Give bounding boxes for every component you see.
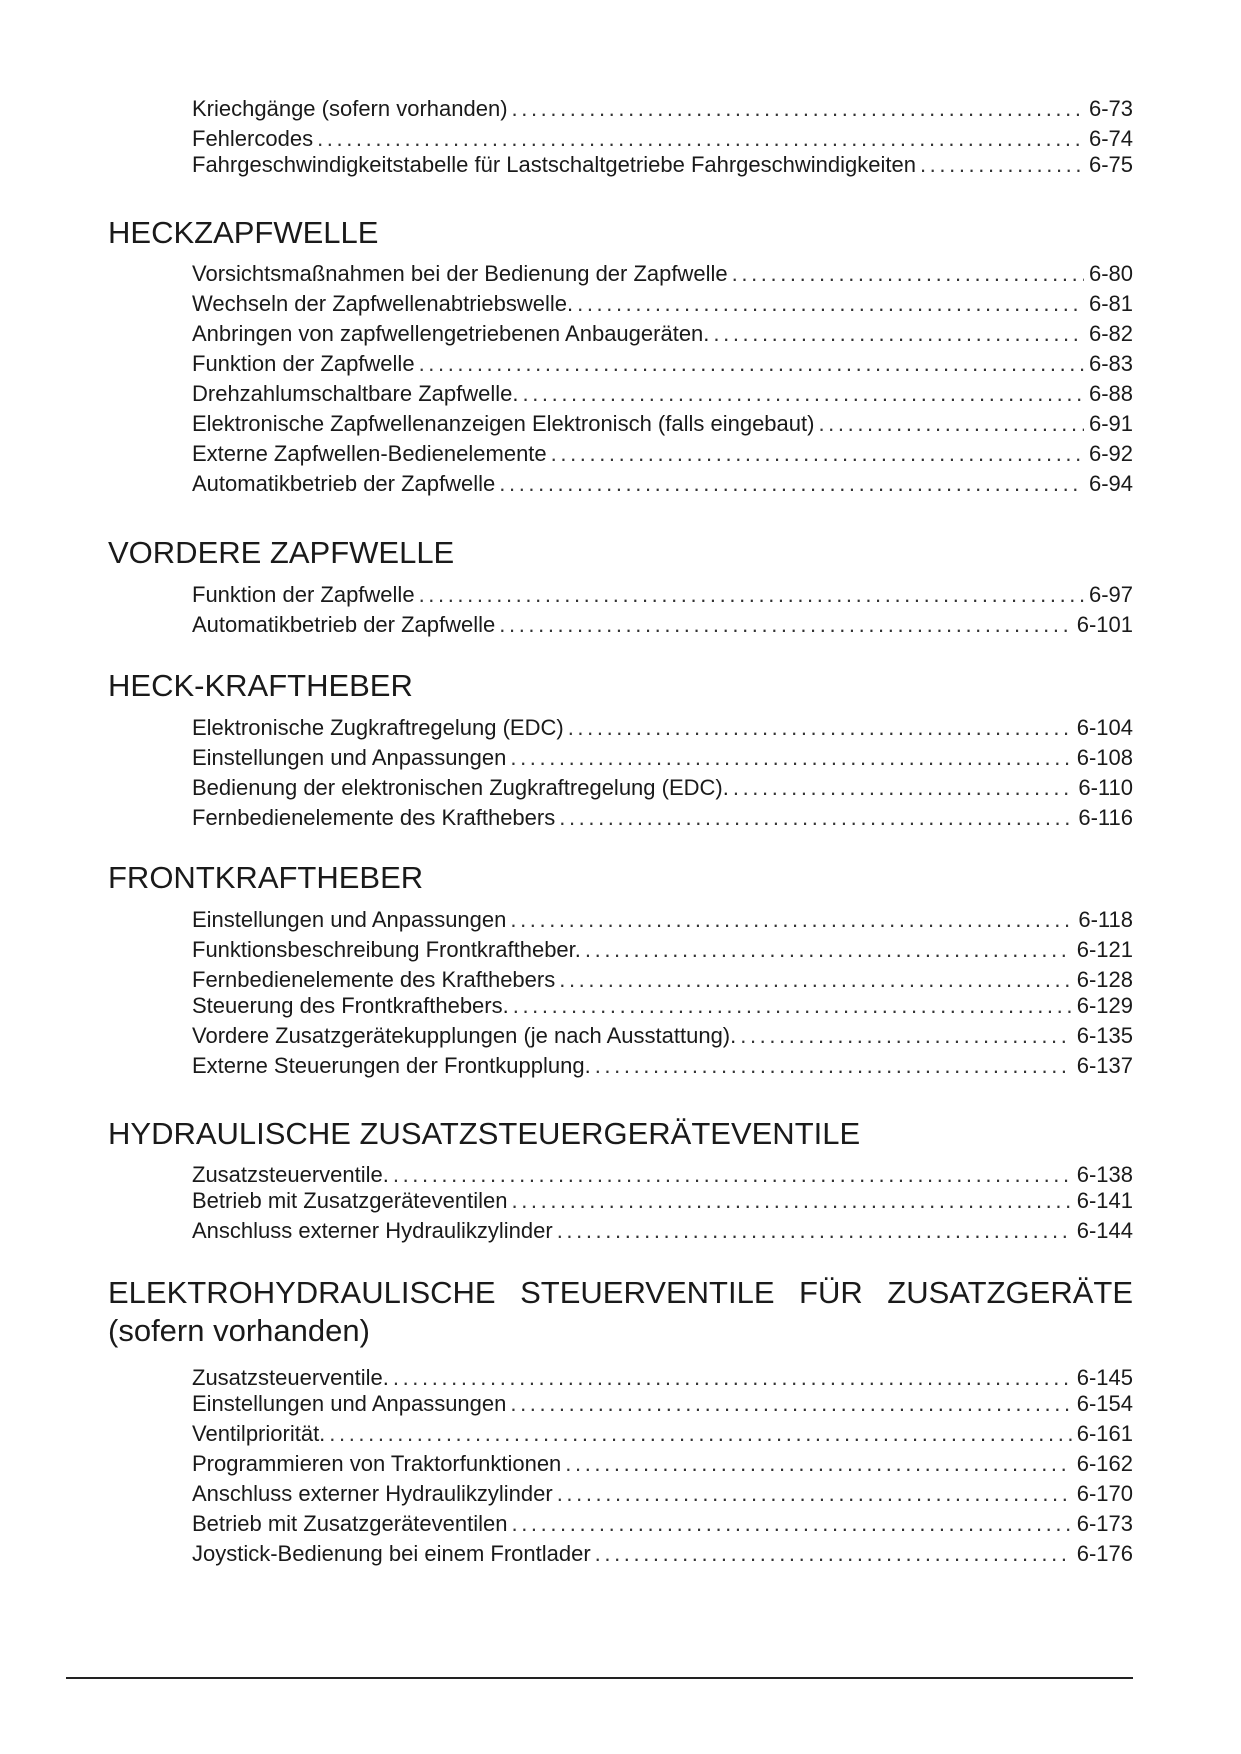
toc-entry-title: Ventilpriorität. xyxy=(192,1421,326,1446)
toc-entry-page-number: 6-173 xyxy=(1076,1511,1133,1536)
toc-entry-title: Externe Steuerungen der Frontkupplung. xyxy=(192,1053,591,1078)
toc-entry[interactable] xyxy=(192,714,1133,742)
dot-leader xyxy=(419,581,1084,609)
dot-leader xyxy=(317,125,1084,153)
toc-entry[interactable] xyxy=(192,1540,1133,1568)
toc-entry[interactable] xyxy=(192,936,1133,964)
toc-entry-title: Automatikbetrieb der Zapfwelle xyxy=(192,612,496,637)
toc-entry-page-number: 6-145 xyxy=(1076,1365,1133,1390)
toc-entry-title: Fernbedienelemente des Krafthebers xyxy=(192,805,556,830)
section-heading[interactable]: HYDRAULISCHE ZUSATZSTEUERGERÄTEVENTILE xyxy=(108,1116,861,1151)
toc-entry[interactable] xyxy=(192,125,1133,153)
toc-entry-page-number: 6-154 xyxy=(1076,1391,1133,1416)
toc-entry[interactable] xyxy=(192,260,1133,288)
section-heading[interactable]: VORDERE ZAPFWELLE xyxy=(108,535,455,570)
toc-entry-title: Anschluss externer Hydraulikzylinder xyxy=(192,1481,553,1506)
dot-leader xyxy=(510,1390,1071,1418)
toc-entry-title: Zusatzsteuerventile. xyxy=(192,1365,389,1390)
toc-entry[interactable] xyxy=(192,581,1133,609)
toc-entry[interactable] xyxy=(192,1510,1133,1538)
dot-leader xyxy=(733,774,1074,802)
toc-entry[interactable] xyxy=(192,906,1133,934)
toc-entry-page-number: 6-135 xyxy=(1076,1023,1133,1048)
toc-entry-page-number: 6-137 xyxy=(1076,1053,1133,1078)
toc-entry[interactable] xyxy=(192,350,1133,378)
dot-leader xyxy=(585,936,1072,964)
toc-entry[interactable] xyxy=(192,1187,1133,1215)
toc-entry[interactable] xyxy=(192,744,1133,772)
toc-entry-title: Betrieb mit Zusatzgeräteventilen xyxy=(192,1188,508,1213)
toc-entry[interactable] xyxy=(192,95,1133,123)
dot-leader xyxy=(818,410,1083,438)
toc-entry-page-number: 6-110 xyxy=(1078,775,1133,800)
toc-entry-page-number: 6-104 xyxy=(1076,715,1133,740)
toc-entry-title: Elektronische Zugkraftregelung (EDC) xyxy=(192,715,564,740)
section-heading[interactable]: ELEKTROHYDRAULISCHE STEUERVENTILE FÜR ZUSATZGERÄTE (sofern vorhanden) xyxy=(108,1275,1133,1348)
dot-leader xyxy=(559,966,1071,994)
toc-entry[interactable] xyxy=(192,992,1133,1020)
toc-entry-page-number: 6-141 xyxy=(1076,1188,1133,1213)
toc-entry-title: Vordere Zusatzgerätekupplungen (je nach Ausstattung). xyxy=(192,1023,737,1048)
toc-entry-page-number: 6-81 xyxy=(1088,291,1133,316)
dot-leader xyxy=(499,611,1071,639)
toc-entry-page-number: 6-82 xyxy=(1088,321,1133,346)
toc-entry-title: Betrieb mit Zusatzgeräteventilen xyxy=(192,1511,508,1536)
toc-entry[interactable] xyxy=(192,1022,1133,1050)
toc-entry-page-number: 6-176 xyxy=(1076,1541,1133,1566)
toc-entry-title: Automatikbetrieb der Zapfwelle xyxy=(192,471,496,496)
dot-leader xyxy=(512,95,1084,123)
dot-leader xyxy=(565,1450,1071,1478)
dot-leader xyxy=(512,1187,1072,1215)
toc-entry[interactable] xyxy=(192,290,1133,318)
toc-entry-title: Anbringen von zapfwellengetriebenen Anbaugeräten. xyxy=(192,321,710,346)
toc-entry-title: Steuerung des Frontkrafthebers. xyxy=(192,993,509,1018)
dot-leader xyxy=(595,1540,1072,1568)
dot-leader xyxy=(557,1480,1072,1508)
toc-entry-page-number: 6-129 xyxy=(1076,993,1133,1018)
toc-entry-title: Bedienung der elektronischen Zugkraftregelung (EDC). xyxy=(192,775,729,800)
toc-entry-title: Funktion der Zapfwelle xyxy=(192,582,415,607)
toc-entry[interactable] xyxy=(192,966,1133,994)
toc-entry-page-number: 6-170 xyxy=(1076,1481,1133,1506)
dot-leader xyxy=(557,1217,1072,1245)
toc-entry-page-number: 6-88 xyxy=(1088,381,1133,406)
dot-leader xyxy=(740,1022,1071,1050)
toc-entry-title: Funktion der Zapfwelle xyxy=(192,351,415,376)
toc-entry-title: Einstellungen und Anpassungen xyxy=(192,745,507,770)
toc-entry-page-number: 6-118 xyxy=(1078,907,1133,932)
dot-leader xyxy=(732,260,1084,288)
toc-entry-page-number: 6-75 xyxy=(1088,152,1133,177)
dot-leader xyxy=(419,350,1084,378)
toc-entry[interactable] xyxy=(192,151,1133,179)
dot-leader xyxy=(920,151,1084,179)
toc-entry-title: Programmieren von Traktorfunktionen xyxy=(192,1451,562,1476)
toc-entry[interactable] xyxy=(192,611,1133,639)
toc-entry-title: Joystick-Bedienung bei einem Frontlader xyxy=(192,1541,591,1566)
toc-entry[interactable] xyxy=(192,1052,1133,1080)
toc-entry-title: Fehlercodes xyxy=(192,126,314,151)
toc-entry-title: Einstellungen und Anpassungen xyxy=(192,907,507,932)
toc-entry-page-number: 6-108 xyxy=(1076,745,1133,770)
dot-leader xyxy=(595,1052,1072,1080)
toc-entry-title: Wechseln der Zapfwellenabtriebswelle. xyxy=(192,291,574,316)
toc-entry[interactable] xyxy=(192,804,1133,832)
toc-entry[interactable] xyxy=(192,1217,1133,1245)
toc-entry-page-number: 6-73 xyxy=(1088,96,1133,121)
toc-entry-title: Kriechgänge (sofern vorhanden) xyxy=(192,96,508,121)
dot-leader xyxy=(551,440,1084,468)
toc-entry-page-number: 6-83 xyxy=(1088,351,1133,376)
toc-entry-title: Fahrgeschwindigkeitstabelle für Lastschaltgetriebe Fahrgeschwindigkeiten xyxy=(192,152,916,177)
toc-entry-page-number: 6-74 xyxy=(1088,126,1133,151)
toc-entry[interactable] xyxy=(192,470,1133,498)
toc-entry[interactable] xyxy=(192,320,1133,348)
toc-entry[interactable] xyxy=(192,1161,1133,1189)
dot-leader xyxy=(713,320,1084,348)
dot-leader xyxy=(510,744,1071,772)
dot-leader xyxy=(510,906,1073,934)
toc-entry-title: Funktionsbeschreibung Frontkraftheber. xyxy=(192,937,581,962)
toc-entry[interactable] xyxy=(192,1390,1133,1418)
toc-entry-title: Drehzahlumschaltbare Zapfwelle. xyxy=(192,381,519,406)
toc-entry-title: Anschluss externer Hydraulikzylinder xyxy=(192,1218,553,1243)
dot-leader xyxy=(499,470,1084,498)
toc-entry-title: Externe Zapfwellen-Bedienelemente xyxy=(192,441,547,466)
toc-entry[interactable] xyxy=(192,1480,1133,1508)
toc-entry-page-number: 6-162 xyxy=(1076,1451,1133,1476)
dot-leader xyxy=(568,714,1072,742)
dot-leader xyxy=(329,1420,1071,1448)
toc-entry-page-number: 6-116 xyxy=(1078,805,1133,830)
toc-entry-title: Elektronische Zapfwellenanzeigen Elektronisch (falls eingebaut) xyxy=(192,411,815,436)
toc-entry-title: Zusatzsteuerventile. xyxy=(192,1162,389,1187)
toc-entry-page-number: 6-94 xyxy=(1088,471,1133,496)
dot-leader xyxy=(393,1364,1072,1392)
toc-entry[interactable] xyxy=(192,1450,1133,1478)
toc-entry-title: Fernbedienelemente des Krafthebers xyxy=(192,967,556,992)
dot-leader xyxy=(577,290,1084,318)
toc-entry-page-number: 6-128 xyxy=(1076,967,1133,992)
toc-entry-page-number: 6-101 xyxy=(1076,612,1133,637)
dot-leader xyxy=(512,1510,1072,1538)
footer-rule xyxy=(66,1677,1133,1679)
toc-entry[interactable] xyxy=(192,380,1133,408)
toc-entry-page-number: 6-91 xyxy=(1088,411,1133,436)
toc-entry-page-number: 6-138 xyxy=(1076,1162,1133,1187)
dot-leader xyxy=(523,380,1084,408)
toc-entry[interactable] xyxy=(192,1420,1133,1448)
toc-entry[interactable] xyxy=(192,440,1133,468)
toc-entry-page-number: 6-97 xyxy=(1088,582,1133,607)
dot-leader xyxy=(513,992,1072,1020)
toc-entry[interactable] xyxy=(192,410,1133,438)
toc-entry-page-number: 6-144 xyxy=(1076,1218,1133,1243)
toc-entry-page-number: 6-92 xyxy=(1088,441,1133,466)
toc-entry-title: Einstellungen und Anpassungen xyxy=(192,1391,507,1416)
toc-entry-page-number: 6-161 xyxy=(1076,1421,1133,1446)
toc-entry-page-number: 6-121 xyxy=(1076,937,1133,962)
section-heading[interactable]: FRONTKRAFTHEBER xyxy=(108,860,424,895)
dot-leader xyxy=(559,804,1073,832)
toc-entry-page-number: 6-80 xyxy=(1088,261,1133,286)
toc-entry[interactable] xyxy=(192,1364,1133,1392)
toc-entry-title: Vorsichtsmaßnahmen bei der Bedienung der Zapfwelle xyxy=(192,261,728,286)
section-heading[interactable]: HECKZAPFWELLE xyxy=(108,215,379,250)
section-heading[interactable]: HECK-KRAFTHEBER xyxy=(108,668,413,703)
toc-entry[interactable] xyxy=(192,774,1133,802)
dot-leader xyxy=(393,1161,1072,1189)
